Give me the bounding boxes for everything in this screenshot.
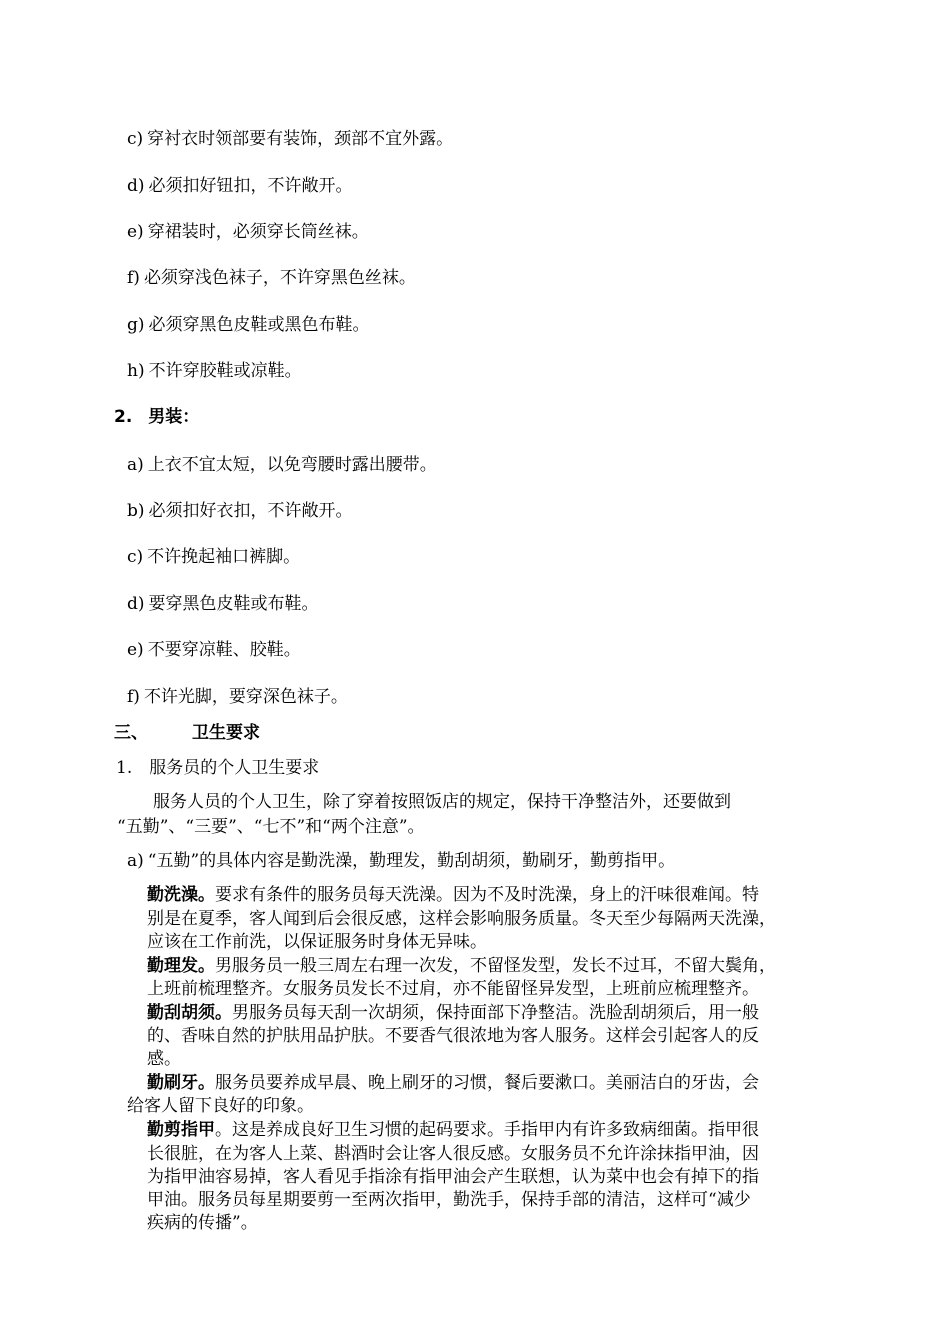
list-item — [127, 639, 301, 661]
heading-title: 卫生要求 — [192, 723, 260, 743]
item-label: d) — [127, 176, 145, 196]
teeth-line-2: 给客人留下良好的印象。 — [127, 1096, 314, 1116]
item-label: h) — [127, 361, 145, 381]
nails-term: 勤剪指甲 — [147, 1120, 215, 1140]
section-heading-men — [114, 406, 199, 428]
item-text: 要穿黑色皮鞋或布鞋。 — [148, 594, 319, 614]
item-text: 穿衬衣时领部要有装饰，颈部不宜外露。 — [147, 129, 454, 149]
hair-line-2: 上班前梳理整齐。女服务员发长不过肩，亦不能留怪异发型，上班前应梳理整齐。 — [147, 979, 759, 999]
heading-number: 1. — [116, 758, 133, 778]
teeth-line-1 — [147, 1072, 759, 1094]
item-text: 不许挽起袖口裤脚。 — [147, 547, 301, 567]
nails-line-4: 甲油。服务员每星期要剪一至两次指甲，勤洗手，保持手部的清洁，这样可“减少 — [147, 1190, 751, 1210]
hair-line-1 — [147, 955, 776, 977]
nails-line-5: 疾病的传播”。 — [147, 1213, 258, 1233]
heading-title: 服务员的个人卫生要求 — [149, 758, 320, 778]
item-text: 不许穿胶鞋或凉鞋。 — [148, 361, 302, 381]
list-item — [127, 593, 319, 615]
hair-text: 男服务员一般三周左右理一次发，不留怪发型，发长不过耳，不留大鬓角， — [215, 956, 776, 976]
item-text: 必须穿黑色皮鞋或黑色布鞋。 — [148, 315, 370, 335]
item-label: e) — [127, 640, 144, 660]
item-text: 上衣不宜太短，以免弯腰时露出腰带。 — [147, 455, 437, 475]
list-item — [127, 850, 675, 872]
item-label: g) — [127, 315, 145, 335]
item-label: a) — [127, 455, 144, 475]
teeth-term: 勤刷牙。 — [147, 1073, 215, 1093]
nails-line-2: 长很脏，在为客人上菜、斟酒时会让客人很反感。女服务员不允许涂抹指甲油，因 — [147, 1144, 759, 1164]
list-item — [127, 267, 416, 289]
teeth-text: 服务员要养成早晨、晚上刷牙的习惯，餐后要漱口。美丽洁白的牙齿，会 — [215, 1073, 759, 1093]
heading-number: 2. — [114, 407, 133, 427]
bath-text: 要求有条件的服务员每天洗澡。因为不及时洗澡，身上的汗味很难闻。特 — [215, 885, 759, 905]
bath-line-1 — [147, 884, 759, 906]
item-label: c) — [127, 129, 144, 149]
item-text: 穿裙装时，必须穿长筒丝袜。 — [147, 222, 369, 242]
bath-line-3: 应该在工作前洗，以保证服务时身体无异味。 — [147, 932, 487, 952]
section-heading-hygiene — [114, 722, 260, 744]
nails-line-3: 为指甲油容易掉，客人看见手指涂有指甲油会产生联想，认为菜中也会有掉下的指 — [147, 1167, 759, 1187]
item-text: 必须穿浅色袜子，不许穿黑色丝袜。 — [143, 268, 416, 288]
shave-term: 勤刮胡须。 — [147, 1003, 232, 1023]
list-item — [127, 314, 370, 336]
subheading-personal-hygiene — [116, 757, 319, 779]
list-item — [127, 546, 300, 568]
item-text: 不要穿凉鞋、胶鞋。 — [147, 640, 301, 660]
item-label: b) — [127, 501, 145, 521]
bath-line-2: 别是在夏季，客人闻到后会很反感，这样会影响服务质量。冬天至少每隔两天洗澡， — [147, 909, 776, 929]
intro-line-2: “五勤”、“三要”、“七不”和“两个注意”。 — [117, 817, 425, 837]
item-label: a) — [127, 851, 144, 871]
nails-line-1 — [147, 1119, 759, 1141]
item-text: 必须扣好衣扣，不许敞开。 — [148, 501, 353, 521]
list-item — [127, 128, 453, 150]
intro-line-1: 服务人员的个人卫生，除了穿着按照饭店的规定，保持干净整洁外，还要做到 — [153, 792, 731, 812]
item-label: f) — [127, 268, 140, 288]
heading-number: 三、 — [114, 723, 148, 743]
shave-line-1 — [147, 1002, 759, 1024]
list-item — [127, 360, 302, 382]
shave-text: 男服务员每天刮一次胡须，保持面部下净整洁。洗脸刮胡须后，用一般 — [232, 1003, 759, 1023]
item-text: “五勤”的具体内容是勤洗澡，勤理发，勤刮胡须，勤刷牙，勤剪指甲。 — [147, 851, 676, 871]
heading-title: 男装： — [148, 407, 200, 427]
item-label: c) — [127, 547, 144, 567]
bath-term: 勤洗澡。 — [147, 885, 215, 905]
list-item — [127, 454, 437, 476]
shave-line-3: 感。 — [147, 1049, 181, 1069]
item-text: 不许光脚，要穿深色袜子。 — [143, 687, 348, 707]
list-item — [127, 221, 369, 243]
item-text: 必须扣好钮扣，不许敞开。 — [148, 176, 353, 196]
hair-term: 勤理发。 — [147, 956, 215, 976]
list-item — [127, 686, 348, 708]
shave-line-2: 的、香味自然的护肤用品护肤。不要香气很浓地为客人服务。这样会引起客人的反 — [147, 1026, 759, 1046]
item-label: f) — [127, 687, 140, 707]
item-label: d) — [127, 594, 145, 614]
list-item — [127, 500, 353, 522]
list-item — [127, 175, 353, 197]
item-label: e) — [127, 222, 144, 242]
nails-text: 。这是养成良好卫生习惯的起码要求。手指甲内有许多致病细菌。指甲很 — [215, 1120, 759, 1140]
